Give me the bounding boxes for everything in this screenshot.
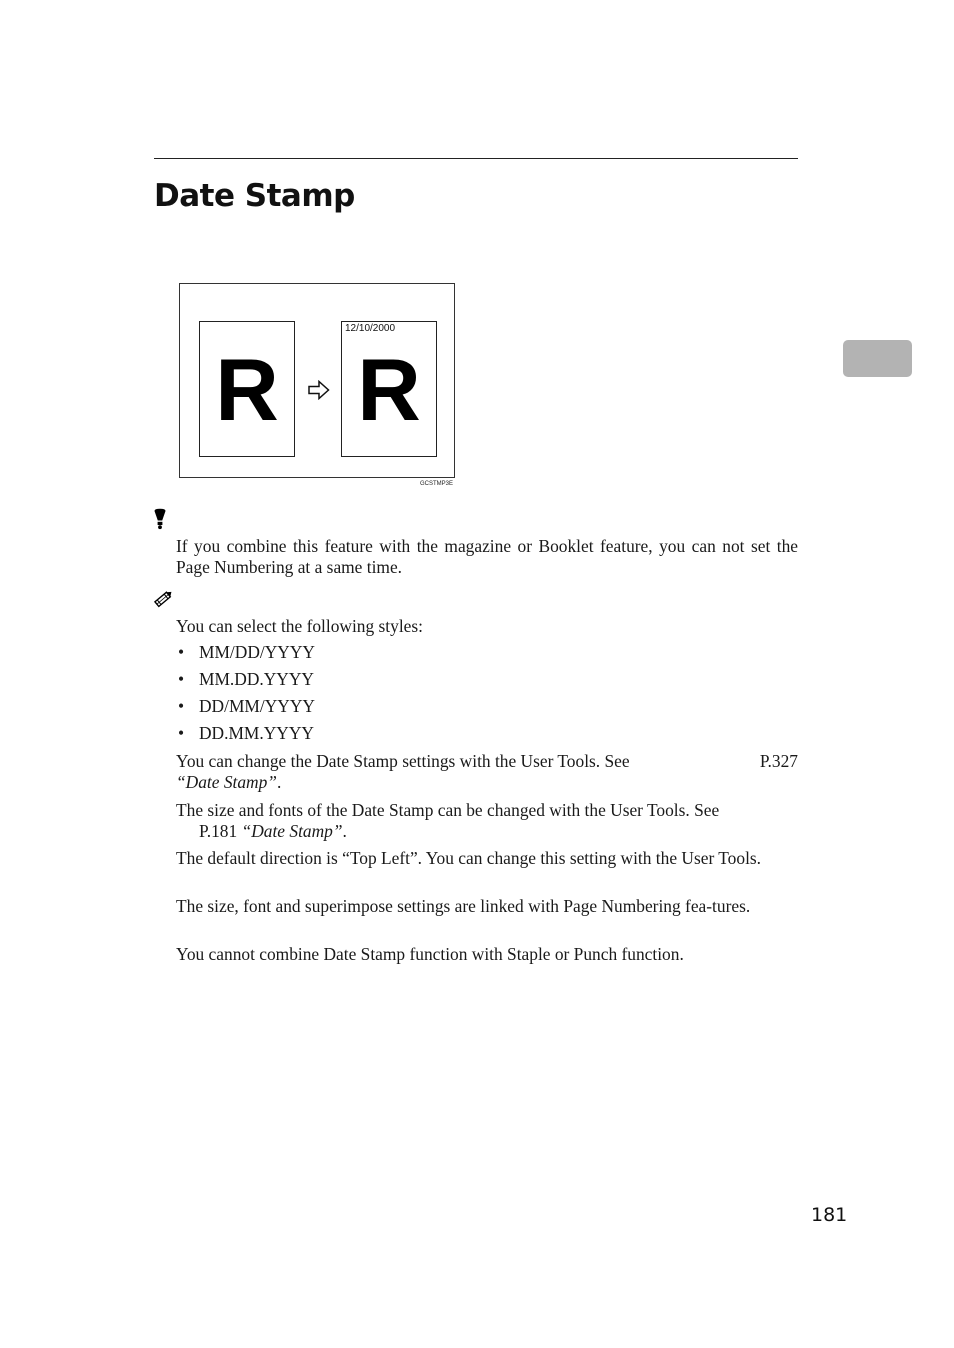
original-sheet xyxy=(199,321,295,457)
size-fonts-paragraph xyxy=(176,800,798,841)
pencil-note-icon xyxy=(152,589,174,609)
size-fonts-sentence: The size and fonts of the Date Stamp can be changed with the User Tools. See xyxy=(176,800,720,820)
important-text: If you combine this feature with the magazine or Booklet feature, you can not set the Page Numbering at a same time. xyxy=(176,536,798,577)
user-tools-paragraph xyxy=(176,751,798,792)
page-ref-181[interactable]: P.181 xyxy=(199,820,238,841)
list-item: • MM/DD/YYYY xyxy=(176,641,315,668)
page-ref-327[interactable]: P.327 xyxy=(759,751,798,771)
page-number: 181 xyxy=(811,1204,848,1226)
period: . xyxy=(276,771,282,792)
date-stamp-text: 12/10/2000 xyxy=(345,323,396,334)
user-tools-sentence: You can change the Date Stamp settings with the User Tools. See xyxy=(176,751,630,771)
stamped-letter: R xyxy=(357,340,421,439)
styles-intro: You can select the following styles: xyxy=(176,616,423,636)
date-stamp-illustration xyxy=(179,283,455,478)
list-item: • DD/MM/YYYY xyxy=(176,695,315,722)
important-icon xyxy=(152,508,168,530)
chapter-tab xyxy=(843,340,912,377)
staple-punch-paragraph: You cannot combine Date Stamp function with Staple or Punch function. xyxy=(176,944,684,964)
date-stamp-link[interactable]: “Date Stamp” xyxy=(241,820,343,841)
date-style-list xyxy=(176,641,315,749)
list-item: • DD.MM.YYYY xyxy=(176,722,315,749)
header-rule xyxy=(154,158,798,159)
linked-settings-paragraph: The size, font and superimpose settings are linked with Page Numbering fea-tures. xyxy=(176,896,751,916)
figure-code: GCSTMP3E xyxy=(420,481,454,487)
arrow-right-icon xyxy=(308,380,330,400)
original-letter: R xyxy=(215,340,279,439)
page-title: Date Stamp xyxy=(154,178,355,214)
date-stamp-link[interactable]: “Date Stamp” xyxy=(176,771,277,792)
period: . xyxy=(342,820,347,841)
stamped-sheet xyxy=(341,321,437,457)
default-direction-paragraph: The default direction is “Top Left”. You can change this setting with the User Tools. xyxy=(176,848,762,868)
list-item: • MM.DD.YYYY xyxy=(176,668,315,695)
